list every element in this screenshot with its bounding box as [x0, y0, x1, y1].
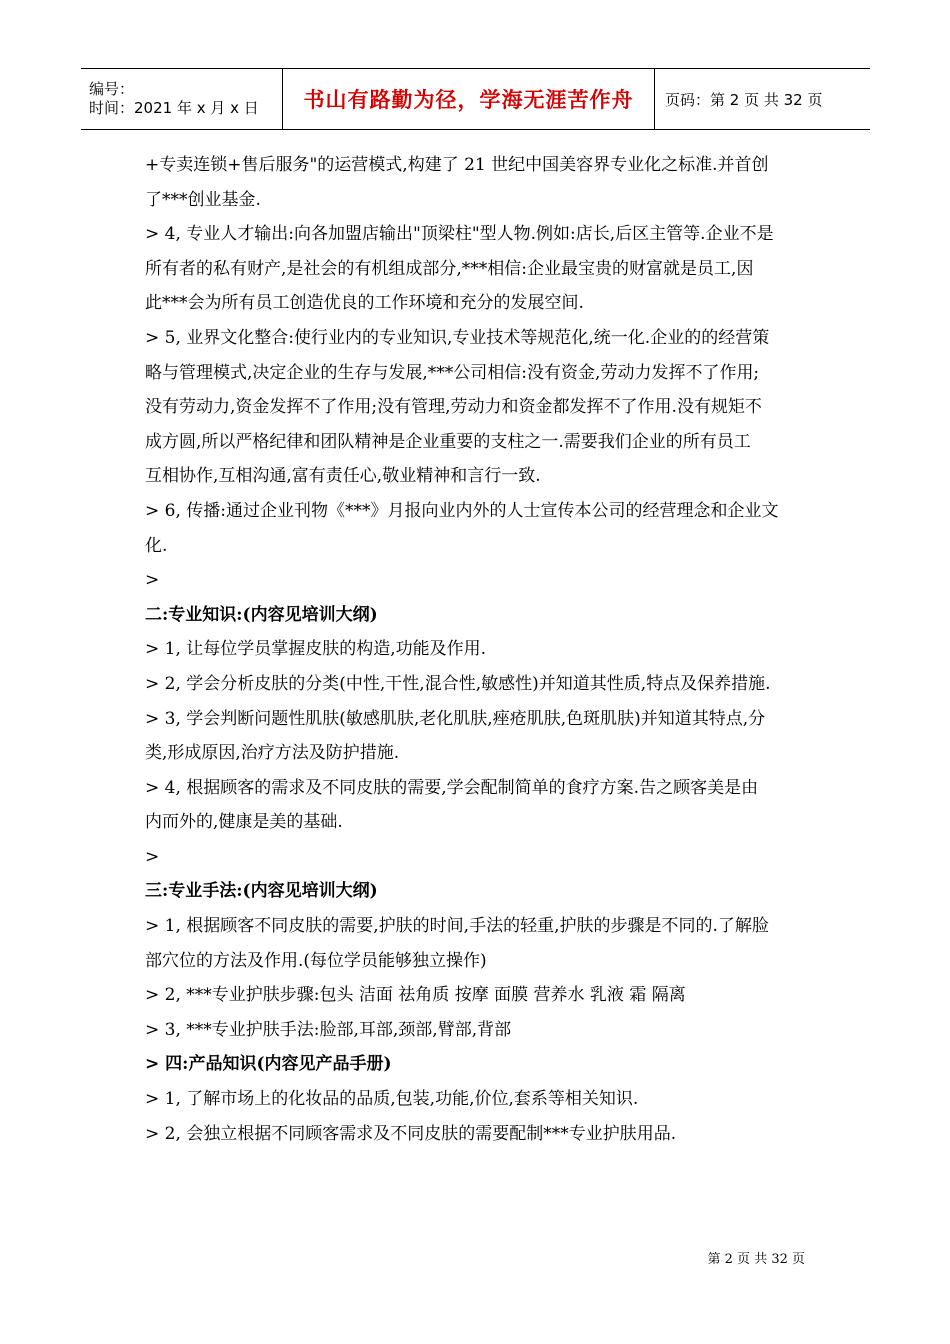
section-heading: > 四:产品知识(内容见产品手册): [145, 1054, 392, 1075]
body-line: 了***创业基金.: [145, 189, 261, 210]
body-line: 略与管理模式,决定企业的生存与发展,***公司相信:没有资金,劳动力发挥不了作用;: [145, 362, 760, 383]
body-line: 成方圆,所以严格纪律和团队精神是企业重要的支柱之一.需要我们企业的所有员工: [145, 431, 751, 452]
body-line: > 2, 学会分析皮肤的分类(中性,干性,混合性,敏感性)并知道其性质,特点及保养措施.: [145, 673, 771, 694]
page-header: [81, 68, 870, 130]
header-motto-cell: [282, 69, 655, 129]
section-heading: 二:专业知识:(内容见培训大纲): [145, 604, 378, 625]
body-line: > 2, 会独立根据不同顾客需求及不同皮肤的需要配制***专业护肤用品.: [145, 1123, 677, 1144]
document-number-label: 编号：: [89, 80, 135, 98]
body-line: > 3, 学会判断问题性肌肤(敏感肌肤,老化肌肤,痤疮肌肤,色斑肌肤)并知道其特点,分: [145, 708, 766, 729]
document-body: [145, 148, 815, 1151]
header-page-number: 页码：第 2 页 共 32 页: [665, 90, 823, 109]
body-line: 类,形成原因,治疗方法及防护措施.: [145, 743, 400, 764]
body-line: 所有者的私有财产,是社会的有机组成部分,***相信:企业最宝贵的财富就是员工,因: [145, 258, 754, 279]
header-motto: 书山有路勤为径，学海无涯苦作舟: [303, 88, 634, 112]
body-line: 部穴位的方法及作用.(每位学员能够独立操作): [145, 950, 487, 971]
body-line: > 1, 让每位学员掌握皮肤的构造,功能及作用.: [145, 639, 487, 660]
body-line: 内而外的,健康是美的基础.: [145, 812, 343, 833]
body-line: > 5, 业界文化整合:使行业内的专业知识,专业技术等规范化,统一化.企业的的经营策: [145, 327, 770, 348]
section-heading: 三:专业手法:(内容见培训大纲): [145, 881, 378, 902]
body-line: 化.: [145, 535, 168, 556]
body-line: 没有劳动力,资金发挥不了作用;没有管理,劳动力和资金都发挥不了作用.没有规矩不: [145, 397, 762, 418]
body-line: > 1, 了解市场上的化妆品的品质,包装,功能,价位,套系等相关知识.: [145, 1089, 639, 1110]
body-line: +专卖连锁+售后服务"的运营模式,构建了 21 世纪中国美容界专业化之标准.并首创: [145, 155, 769, 175]
body-line: > 4, 根据顾客的需求及不同皮肤的需要,学会配制简单的食疗方案.告之顾客美是由: [145, 777, 759, 798]
body-line: 此***会为所有员工创造优良的工作环境和充分的发展空间.: [145, 293, 584, 314]
body-line: >: [145, 570, 160, 591]
body-line: 互相协作,互相沟通,富有责任心,敬业精神和言行一致.: [145, 466, 541, 487]
body-line: > 1, 根据顾客不同皮肤的需要,护肤的时间,手法的轻重,护肤的步骤是不同的.了解脸: [145, 916, 769, 937]
body-line: > 3, ***专业护肤手法:脸部,耳部,颈部,臂部,背部: [145, 1019, 512, 1040]
body-line: > 2, ***专业护肤步骤:包头 洁面 祛角质 按摩 面膜 营养水 乳液 霜 隔离: [145, 985, 686, 1006]
header-left-cell: [81, 69, 282, 129]
body-line: > 4, 专业人才输出:向各加盟店输出"顶梁柱"型人物.例如:店长,后区主管等.企业不是: [145, 224, 774, 245]
page-footer: 第 2 页 共 32 页: [707, 1252, 805, 1267]
body-line: > 6, 传播:通过企业刊物《***》月报向业内外的人士宣传本公司的经营理念和企业文: [145, 500, 779, 521]
document-time-label: 时间：2021 年 x 月 x 日: [89, 99, 259, 117]
header-page-cell: [655, 69, 870, 129]
body-line: >: [145, 846, 160, 867]
